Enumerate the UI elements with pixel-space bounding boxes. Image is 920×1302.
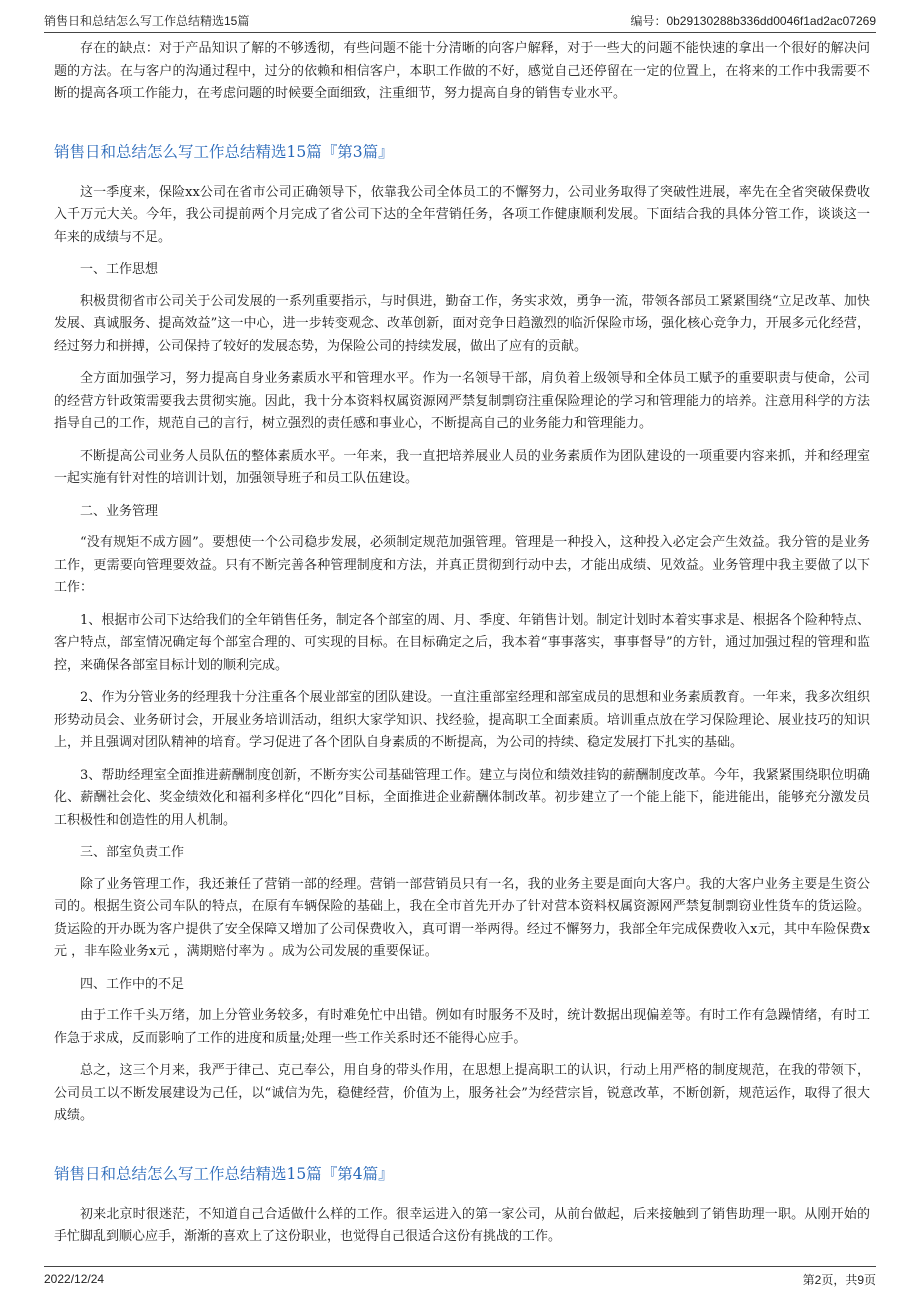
paragraph: 除了业务管理工作，我还兼任了营销一部的经理。营销一部营销员只有一名，我的业务主要是面向大客户。我的大客户业务主要是生资公司的。根据生资公司车队的特点，在原有车辆保险的基础上，我在全市首先开办了针对营本资料权属资源网严禁复制剽窃业性货车的货运险。货运险的开办既为客户提供了安全保障又增加了公司保费收入，真可谓一举两得。经过不懈努力，我部全年完成保费收入x元，其中车险保费x元 ，非车险业务x元 ，满期赔付率为 。成为公司发展的重要保证。 <box>54 876 870 959</box>
page-footer <box>44 1266 876 1291</box>
paragraph: 积极贯彻省市公司关于公司发展的一系列重要指示，与时俱进，勤奋工作，务实求效，勇争一流，带领各部员工紧紧围绕“立足改革、加快发展、真诚服务、提高效益”这一中心，进一步转变观念、改革创新，面对竞争日趋激烈的临沂保险市场，强化核心竞争力，开展多元化经营，经过努力和拼搏，公司保持了较好的发展态势，为保险公司的持续发展，做出了应有的贡献。 <box>54 293 870 354</box>
subheading-shortcomings: 四、工作中的不足 <box>80 976 185 992</box>
paragraph: 2、作为分管业务的经理我十分注重各个展业部室的团队建设。一直注重部室经理和部室成员的思想和业务素质教育。一年来，我多次组织形势动员会、业务研讨会，开展业务培训活动，组织大家学知识、找经验，提高职工全面素质。培训重点放在学习保险理论、展业技巧的知识上，并且强调对团队精神的培育。学习促进了各个团队自身素质的不断提高，为公司的持续、稳定发展打下扎实的基础。 <box>54 690 870 750</box>
paragraph: “没有规矩不成方圆”。要想使一个公司稳步发展，必须制定规范加强管理。管理是一种投入，这种投入必定会产生效益。我分管的是业务工作，更需要向管理要效益。只有不断完善各种管理制度和方法，并真正贯彻到行动中去，才能出成绩、见效益。业务管理中我主要做了以下工作： <box>54 535 870 595</box>
section-title-3: 销售日和总结怎么写工作总结精选15篇『第3篇』 <box>54 142 394 161</box>
subheading-business-management: 二、业务管理 <box>80 503 159 519</box>
paragraph: 不断提高公司业务人员队伍的整体素质水平。一年来，我一直把培养展业人员的业务素质作为团队建设的一项重要内容来抓，并和经理室一起实施有针对性的培训计划，加强领导班子和员工队伍建设。 <box>54 448 870 486</box>
paragraph: 1、根据市公司下达给我们的全年销售任务，制定各个部室的周、月、季度、年销售计划。制定计划时本着实事求是、根据各个险种特点、客户特点，部室情况确定每个部室合理的、可实现的目标。在目标确定之后，我本着“事事落实，事事督导”的方针，通过加强过程的管理和监控，来确保各部室目标计划的顺利完成。 <box>54 612 870 673</box>
paragraph: 总之，这三个月来，我严于律己、克己奉公，用自身的带头作用，在思想上提高职工的认识，行动上用严格的制度规范，在我的带领下，公司员工以不断发展建设为己任，以“诚信为先，稳健经营，价值为上，服务社会”为经营宗旨，锐意改革，不断创新，规范运作，取得了很大成绩。 <box>54 1063 870 1123</box>
paragraph: 这一季度来，保险xx公司在省市公司正确领导下，依靠我公司全体员工的不懈努力，公司业务取得了突破性进展，率先在全省突破保费收入千万元大关。今年，我公司提前两个月完成了省公司下达的全年营销任务，各项工作健康顺利发展。下面结合我的具体分管工作，谈谈这一年来的成绩与不足。 <box>54 184 870 245</box>
paragraph: 初来北京时很迷茫，不知道自己合适做什么样的工作。很幸运进入的第一家公司，从前台做起，后来接触到了销售助理一职。从刚开始的手忙脚乱到顺心应手，渐渐的喜欢上了这份职业，也觉得自己很适合这份有挑战的工作。 <box>54 1206 870 1244</box>
subheading-department-work: 三、部室负责工作 <box>80 845 185 860</box>
section-title-4: 销售日和总结怎么写工作总结精选15篇『第4篇』 <box>54 1164 394 1183</box>
paragraph: 3、帮助经理室全面推进薪酬制度创新，不断夯实公司基础管理工作。建立与岗位和绩效挂钩的薪酬制度改革。今年，我紧紧围绕职位明确化、薪酬社会化、奖金绩效化和福利多样化“四化”目标，全面推进企业薪酬体制改革。初步建立了一个能上能下，能进能出，能够充分激发员工积极性和创造性的用人机制。 <box>54 767 870 828</box>
paragraph-shortcomings: 存在的缺点：对于产品知识了解的不够透彻，有些问题不能十分清晰的向客户解释，对于一些大的问题不能快速的拿出一个很好的解决问题的方法。在与客户的沟通过程中，过分的依赖和相信客户，本职工作做的不好，感觉自己还停留在一定的位置上，在将来的工作中我需要不断的提高各项工作能力，在考虑问题的时候要全面细致，注重细节，努力提高自身的销售专业水平。 <box>54 41 870 101</box>
paragraph: 全方面加强学习，努力提高自身业务素质水平和管理水平。作为一名领导干部，肩负着上级领导和全体员工赋予的重要职责与使命，公司的经营方针政策需要我去贯彻实施。因此，我十分本资料权属资源网严禁复制剽窃注重保险理论的学习和管理能力的培养。注意用科学的方法指导自己的工作，规范自己的言行，树立强烈的责任感和事业心，不断提高自己的业务能力和管理能力。 <box>54 371 870 431</box>
header-doc-title: 销售日和总结怎么写工作总结精选15篇 <box>44 13 250 28</box>
footer-page-number: 第2页，共9页 <box>802 1272 876 1287</box>
header-doc-number: 编号：0b29130288b336dd0046f1ad2ac07269 <box>630 13 876 28</box>
document-body <box>54 38 870 1260</box>
page-header <box>44 8 876 33</box>
paragraph: 由于工作千头万绪，加上分管业务较多，有时难免忙中出错。例如有时服务不及时，统计数据出现偏差等。有时工作有急躁情绪，有时工作急于求成，反而影响了工作的进度和质量;处理一些工作关系时还不能得心应手。 <box>54 1008 870 1046</box>
subheading-work-thinking: 一、工作思想 <box>80 262 159 277</box>
footer-date: 2022/12/24 <box>44 1272 105 1286</box>
